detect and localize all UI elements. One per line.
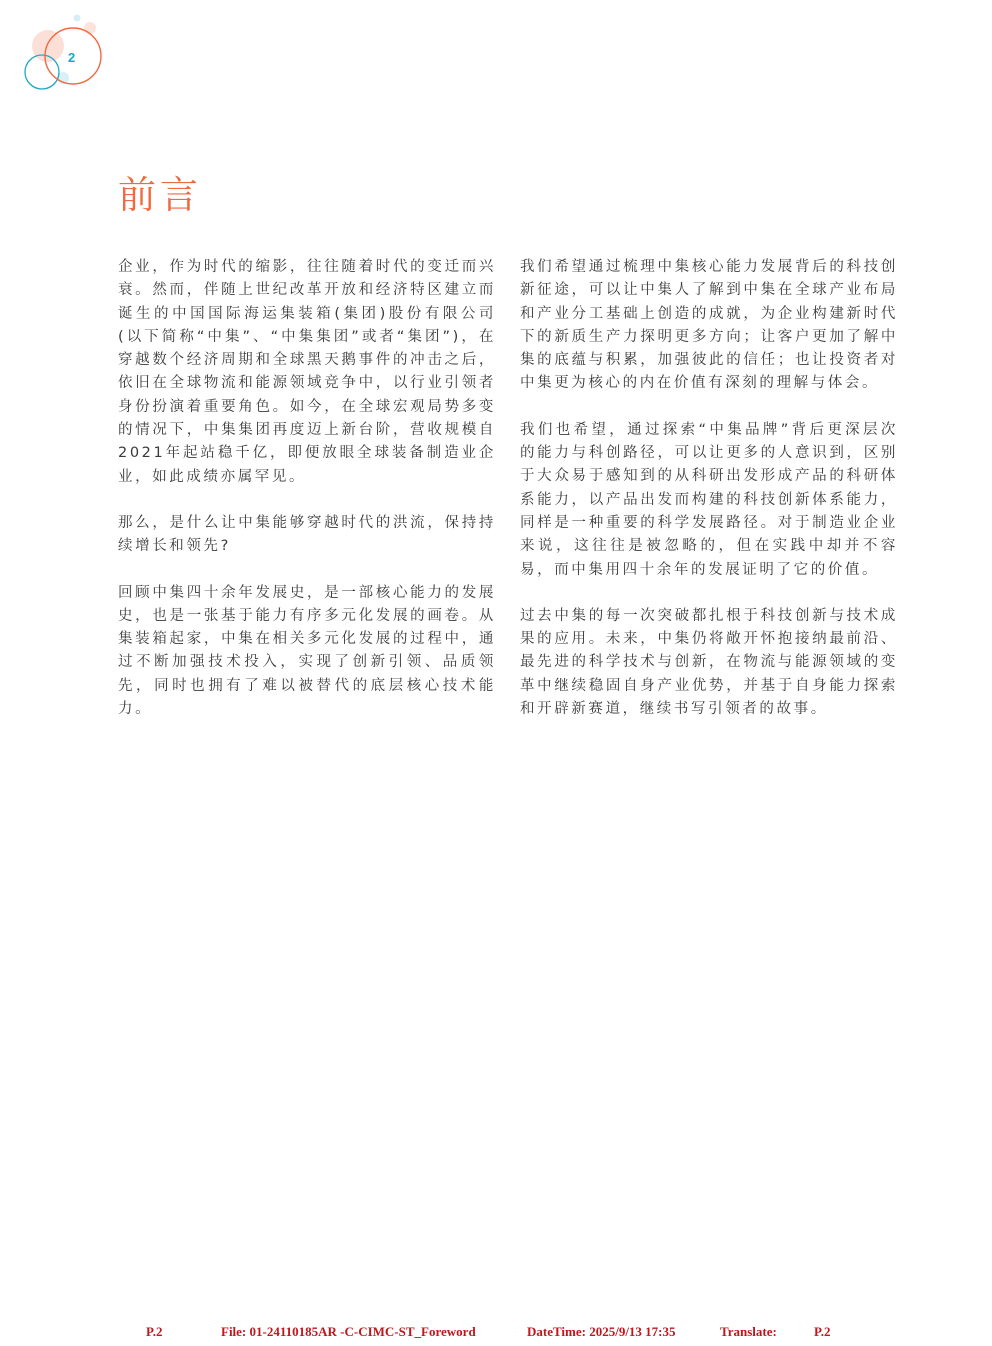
paragraph: 过去中集的每一次突破都扎根于科技创新与技术成果的应用。未来，中集仍将敞开怀抱接纳最前沿、最先进的科学技术与创新，在物流与能源领域的变革中继续稳固自身产业优势，并基于自身能力探索和开辟新赛道，继续书写引领者的故事。 (520, 607, 898, 718)
page-number-badge-graphic (18, 12, 108, 94)
footer-datetime: DateTime: 2025/9/13 17:35 (527, 1324, 676, 1339)
paragraph: 那么，是什么让中集能够穿越时代的洪流，保持持续增长和领先? (118, 514, 496, 555)
paragraph: 回顾中集四十余年发展史，是一部核心能力的发展史，也是一张基于能力有序多元化发展的画卷。从集装箱起家，中集在相关多元化发展的过程中，通过不断加强技术投入，实现了创新引领、品质领先，同时也拥有了难以被替代的底层核心技术能力。 (118, 584, 496, 718)
paragraph: 企业，作为时代的缩影，往往随着时代的变迁而兴衰。然而，伴随上世纪改革开放和经济特区建立而诞生的中国国际海运集装箱(集团)股份有限公司(以下简称“中集”、“中集集团”或者“集团”)，在穿越数个经济周期和全球黑天鹅事件的冲击之后，依旧在全球物流和能源领域竞争中，以行业引领者身份扮演着重要角色。如今，在全球宏观局势多变的情况下，中集集团再度迈上新台阶，营收规模自2021年起站稳千亿，即便放眼全球装备制造业企业，如此成绩亦属罕见。 (118, 259, 496, 485)
paragraph: 我们也希望，通过探索“中集品牌”背后更深层次的能力与科创路径，可以让更多的人意识到，区别于大众易于感知到的从科研出发形成产品的科研体系能力，以产品出发而构建的科技创新体系能力，同样是一种重要的科学发展路径。对于制造业企业来说，这往往是被忽略的，但在实践中却并不容易，而中集用四十余年的发展证明了它的价值。 (520, 421, 898, 578)
footer-page-right: P.2 (814, 1324, 831, 1339)
right-column (520, 256, 898, 744)
footer-file: File: 01-24110185AR -C-CIMC-ST_Foreword (221, 1324, 476, 1339)
footer-page-left: P.2 (146, 1324, 163, 1339)
paragraph: 我们希望通过梳理中集核心能力发展背后的科技创新征途，可以让中集人了解到中集在全球产业布局和产业分工基础上创造的成就，为企业构建新时代下的新质生产力探明更多方向；让客户更加了解中集的底蕴与积累，加强彼此的信任；也让投资者对中集更为核心的内在价值有深刻的理解与体会。 (520, 259, 898, 392)
print-footer (0, 1324, 992, 1342)
left-column (118, 256, 496, 744)
page-number: 2 (68, 50, 76, 65)
footer-translate: Translate: (720, 1324, 777, 1339)
page-title: 前言 (118, 173, 203, 217)
